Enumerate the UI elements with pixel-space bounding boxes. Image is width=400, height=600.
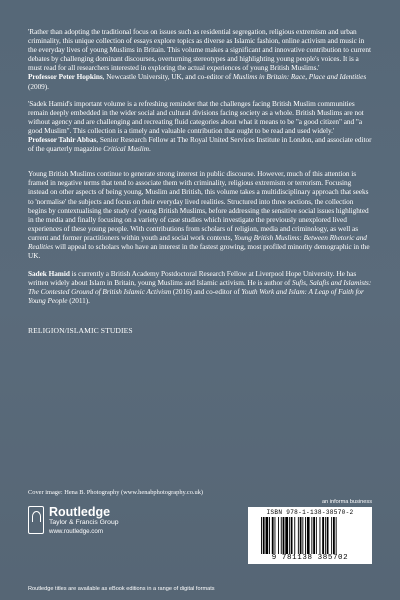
ean-digits: 9 781138 385702 [271,554,349,562]
barcode-bars [261,517,361,554]
description-text-end: will appeal to scholars who have an interest in the fastest growing, most profiled minority demographic in the UK. [28,241,370,261]
quote-2-attribution [28,135,373,153]
bio-book-1: Sufis, Salafis and Islamists: The Contested Ground of British Islamic Activism [28,278,372,297]
description-book-title: Young British Muslims: Between Rhetoric and Realities [28,232,367,251]
isbn-number: ISBN 978-1-138-38570-2 [266,509,354,516]
bio-paragraph [28,269,373,305]
isbn-barcode [248,507,372,564]
author-bio [28,269,373,305]
informa-tagline: an informa business [321,499,372,505]
routledge-mark-icon [28,506,44,534]
description-text: Young British Muslims continue to generate strong interest in public discourse. However, much of this attention is framed in negative terms that tend to associate them with criminality, religious extremism or terrorism. Focusing instead on other aspects of being young, Muslim and British, this volume takes a multidisciplinary approach that seeks to 'normalise' the subjects and focus on their everyday lived realities. Structured into three sections, the collection begins by contextualising the study of young British Muslims, before addressing the sensitive social issues highlighted in the media and finally focusing on a variety of case studies which investigate the previously unexplored lived experiences of these young people. With contributions from scholars of religion, media and criminology, as well as current and former practitioners within youth and social work contexts, [28,169,369,242]
endorsement-quote-1 [28,27,373,91]
book-description [28,169,373,260]
publisher-logo-text [49,506,119,536]
quote-2-end: . [148,144,151,154]
cover-text [28,27,373,335]
bio-end: (2011). [67,296,90,306]
quote-1-text: 'Rather than adopting the traditional focus on issues such as residential segregation, religious extremism and urban criminality, this unique collection of essays explore topics as diverse as Islamic fashion, online activism and music in the everyday lives of young Muslims in Britain. This volume makes a significant and innovative contribution to current debates by challenging dominant discourses, overturning stereotypes and highlighting young people's voices. It is a must read for all researchers interested in exploring the actual experiences of young British Muslims.' [28,27,371,73]
quote-1-author: Professor Peter Hopkins [28,72,103,82]
quote-1-affiliation: , Newcastle University, UK, and co-editor of [102,72,233,82]
bio-book-2: Youth Work and Islam: A Leap of Faith for Young People [28,287,364,306]
subject-category: RELIGION/ISLAMIC STUDIES [28,325,133,335]
endorsement-quote-2 [28,99,373,154]
publisher-url: www.routledge.com [49,527,103,535]
bio-mid: (2016) and co-editor of [171,287,242,297]
quote-1-year: (2009). [28,81,49,91]
publisher-name: Routledge [49,505,111,519]
quote-1-book-title: Muslims in Britain: Race, Place and Identities [232,72,367,82]
publisher-logo [28,506,119,536]
quote-2-text: 'Sadek Hamid's important volume is a refreshing reminder that the challenges facing British Muslim communities remain deeply embedded in the wider social and cultural divisions facing society as a whole. British Muslims are not without agency and are challenging and recreating fluid categories about what it means to be "a good citizen" and "a good Muslim". This collection is a timely and valuable contribution that ought to be read and used widely.' [28,98,364,135]
quote-1-attribution [28,72,373,90]
ebook-footnote: Routledge titles are available as eBook editions in a range of digital formats [28,586,215,592]
cover-image-credit: Cover image: Hena B. Photography (www.henabphotography.co.uk) [28,489,204,496]
bio-text: is currently a British Academy Postdoctoral Research Fellow at Liverpool Hope University. He has written widely about Islam in Britain, young Muslims and Islamic activism. He is author of [28,269,357,288]
bio-author-name: Sadek Hamid [28,269,70,279]
quote-2-magazine: Critical Muslim [103,144,149,154]
quote-2-author: Professor Tahir Abbas [28,135,97,145]
description-paragraph [28,169,373,260]
publisher-group: Taylor & Francis Group [49,519,119,526]
quote-2-affiliation: , Senior Research Fellow at The Royal United Services Institute in London, and associate editor of the quarterly magazine [28,135,372,154]
